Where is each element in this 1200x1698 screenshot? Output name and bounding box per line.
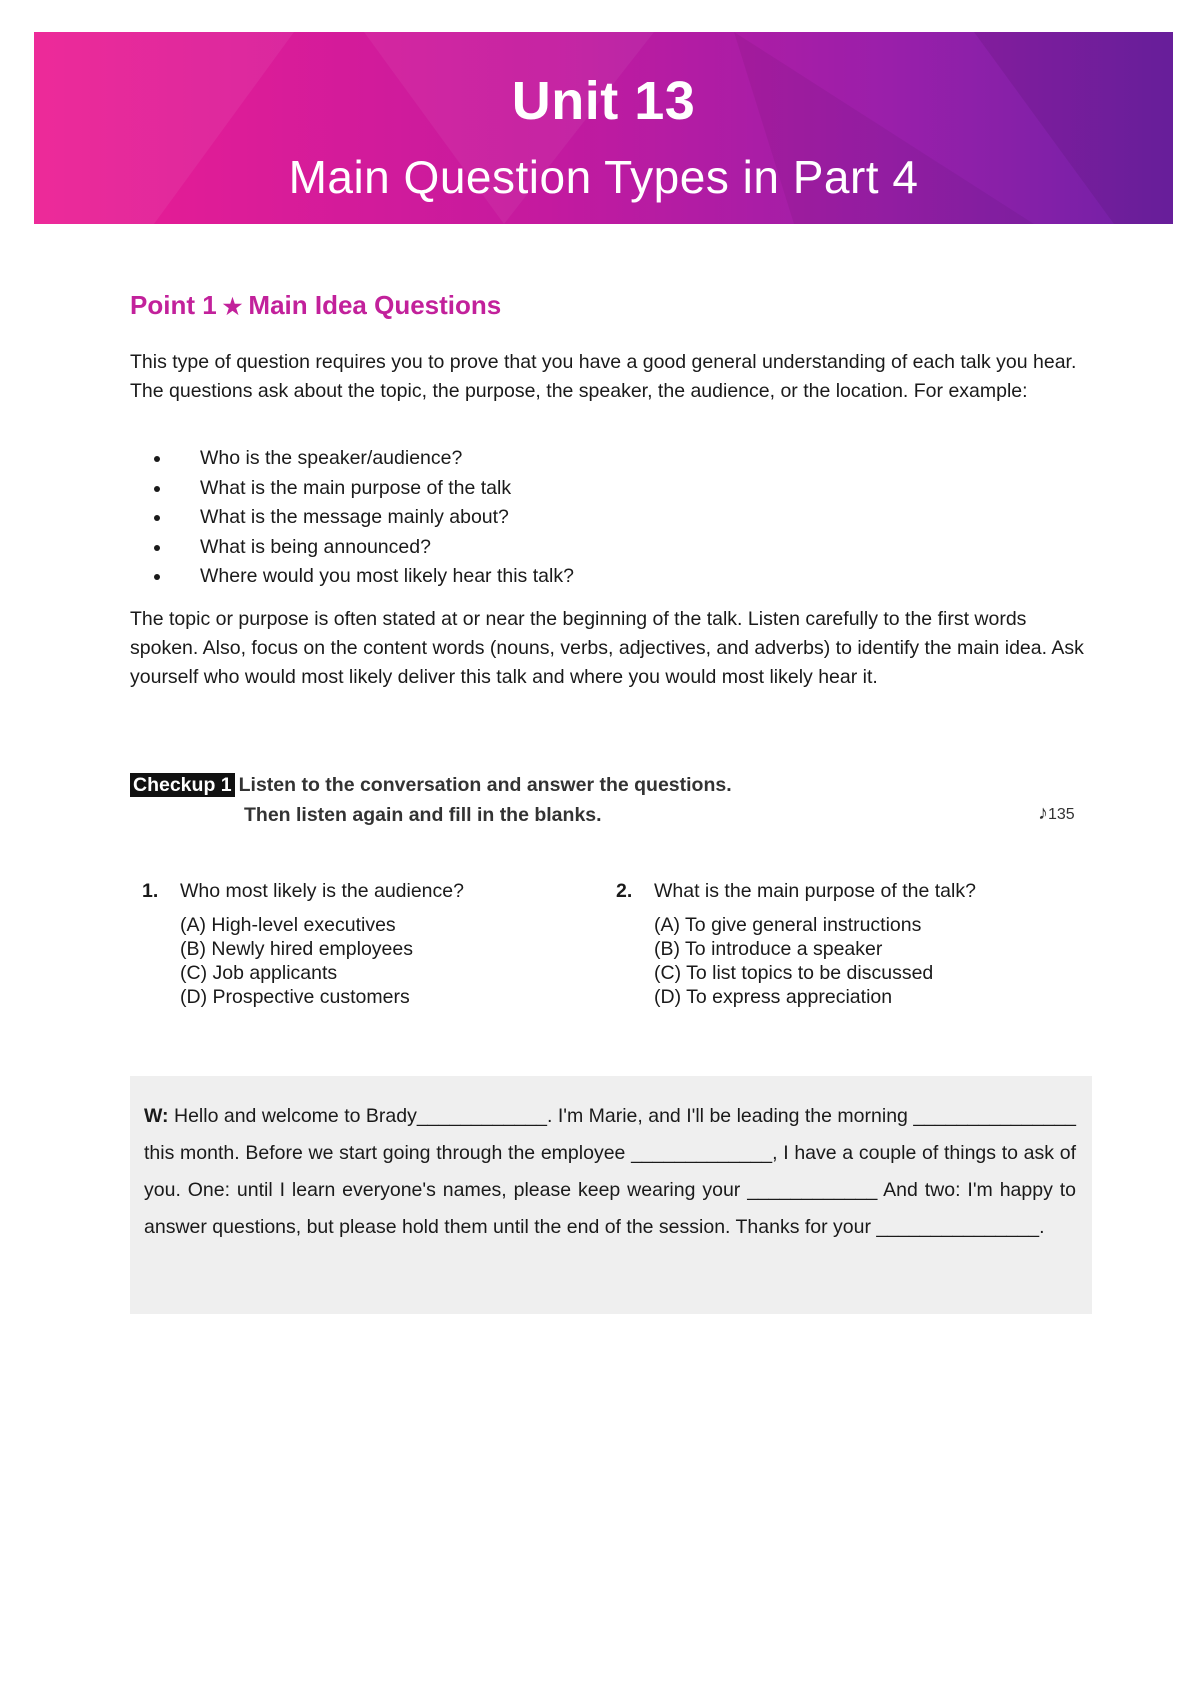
question-number: 2.: [616, 880, 633, 902]
list-item: What is the main purpose of the talk: [150, 474, 574, 504]
transcript-body[interactable]: Hello and welcome to Brady____________. I'm Marie, and I'll be leading the morning _______________ this month. Before we start going through the employee _____________, I have a couple of things to ask of you. One: until I learn everyone's names, please keep wearing your ____________ And two: I'm happy to answer questions, but please hold them until the end of the session. Thanks for your _______________.: [144, 1105, 1076, 1238]
speaker-label: W:: [144, 1105, 169, 1127]
answer-option[interactable]: (C) To list topics to be discussed: [654, 962, 934, 984]
answer-options: [654, 913, 976, 1009]
question-text: Who most likely is the audience?: [180, 880, 464, 902]
list-item: Who is the speaker/audience?: [150, 444, 574, 474]
answer-option[interactable]: (A) High-level executives: [180, 914, 396, 936]
checkup-tag: Checkup 1: [130, 773, 235, 797]
music-note-icon: ♪: [1038, 802, 1048, 824]
checkup-instruction-1: Listen to the conversation and answer the questions.: [238, 774, 732, 796]
list-item: What is being announced?: [150, 533, 574, 563]
point-title: Main Idea Questions: [248, 290, 502, 320]
answer-options: [180, 913, 464, 1009]
answer-option[interactable]: (D) To express appreciation: [654, 986, 893, 1008]
list-item: What is the message mainly about?: [150, 503, 574, 533]
unit-banner: [34, 32, 1173, 224]
unit-title: Unit 13: [511, 71, 696, 131]
answer-option[interactable]: (A) To give general instructions: [654, 914, 922, 936]
answer-option[interactable]: (B) Newly hired employees: [180, 938, 414, 960]
star-icon: ★: [222, 294, 243, 319]
point-number: Point 1: [130, 290, 217, 320]
point-heading: [130, 290, 501, 321]
example-questions-list: [150, 444, 574, 592]
track-number: 135: [1048, 806, 1075, 823]
intro-paragraph: This type of question requires you to prove that you have a good general understanding of each talk you hear. The questions ask about the topic, the purpose, the speaker, the audience, or the location. For example:: [130, 351, 1077, 402]
transcript-text: [144, 1098, 1076, 1246]
question-1: [142, 880, 464, 1009]
audio-track[interactable]: [1038, 802, 1075, 825]
answer-option[interactable]: (D) Prospective customers: [180, 986, 410, 1008]
tips-paragraph: The topic or purpose is often stated at or near the beginning of the talk. Listen carefully to the first words spoken. Also, focus on the content words (nouns, verbs, adjectives, and adverbs) to identify the main idea. Ask yourself who would most likely deliver this talk and where you would most likely hear it.: [130, 608, 1084, 688]
question-2: [616, 880, 976, 1009]
unit-subtitle: Main Question Types in Part 4: [288, 151, 919, 203]
question-number: 1.: [142, 880, 159, 902]
list-item: Where would you most likely hear this talk?: [150, 562, 574, 592]
checkup-instructions: [130, 770, 732, 826]
checkup-instruction-2: Then listen again and fill in the blanks.: [244, 804, 602, 826]
answer-option[interactable]: (B) To introduce a speaker: [654, 938, 883, 960]
fill-in-blanks-box: [130, 1076, 1092, 1314]
answer-option[interactable]: (C) Job applicants: [180, 962, 338, 984]
question-text: What is the main purpose of the talk?: [654, 880, 976, 902]
